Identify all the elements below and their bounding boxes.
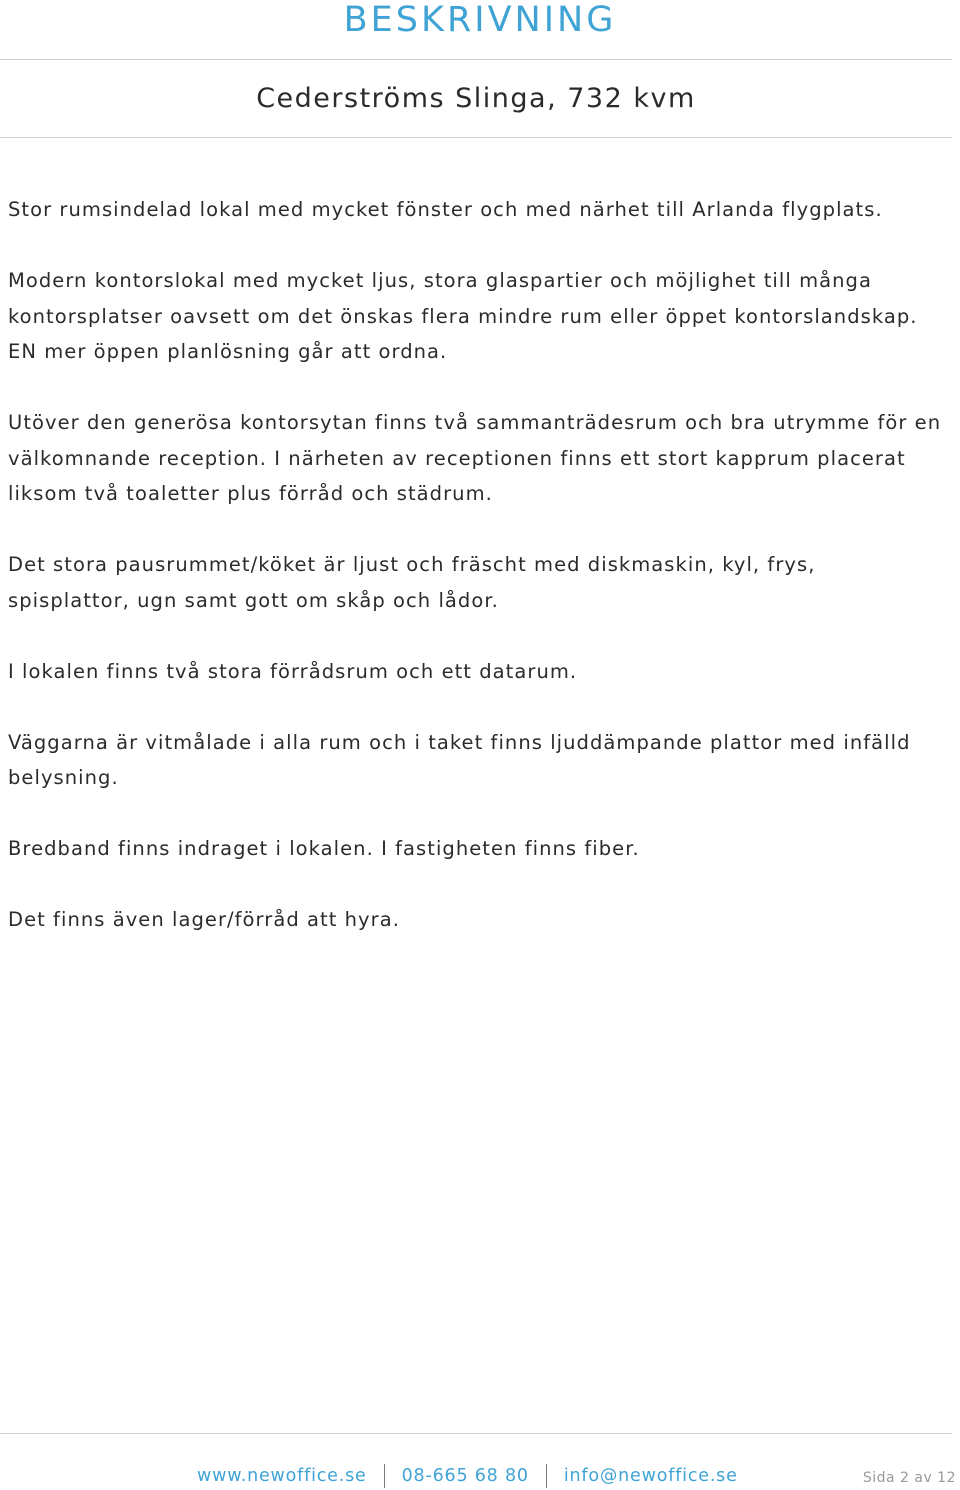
footer-separator	[384, 1464, 385, 1488]
footer-separator	[546, 1464, 547, 1488]
paragraph: Utöver den generösa kontorsytan finns två sammanträdesrum och bra utrymme för en välkomnande reception. I närheten av receptionen finns ett stort kapprum placerat liksom två toaletter plus förråd och städrum.	[8, 411, 942, 505]
paragraph: Bredband finns indraget i lokalen. I fastigheten finns fiber.	[8, 837, 640, 860]
paragraph: Det stora pausrummet/köket är ljust och fräscht med diskmaskin, kyl, frys, spisplattor, ugn samt gott om skåp och lådor.	[8, 553, 816, 612]
paragraph: Modern kontorslokal med mycket ljus, stora glaspartier och möjlighet till många kontorsplatser oavsett om det önskas flera mindre rum eller öppet kontorslandskap. EN mer öppen planlösning går att ordna.	[8, 269, 918, 363]
subtitle-divider	[0, 137, 952, 138]
description-body	[8, 192, 943, 973]
paragraph: Stor rumsindelad lokal med mycket fönster och med närhet till Arlanda flygplats.	[8, 198, 883, 221]
property-subtitle: Cederströms Slinga, 732 kvm	[256, 83, 696, 114]
page-title: BESKRIVNING	[343, 0, 617, 40]
email-link[interactable]: info@newoffice.se	[563, 1466, 738, 1486]
header-divider	[0, 59, 952, 60]
paragraph: Det finns även lager/förråd att hyra.	[8, 908, 400, 931]
paragraph: Väggarna är vitmålade i alla rum och i taket finns ljuddämpande plattor med infälld belysning.	[8, 730, 911, 789]
paragraph: I lokalen finns två stora förrådsrum och ett datarum.	[8, 659, 578, 683]
phone-number[interactable]: 08-665 68 80	[401, 1466, 529, 1486]
page-number: Sida 2 av 12	[862, 1470, 956, 1486]
footer-divider	[0, 1433, 952, 1434]
footer-contact	[197, 1462, 738, 1490]
website-link[interactable]: www.newoffice.se	[197, 1466, 367, 1486]
